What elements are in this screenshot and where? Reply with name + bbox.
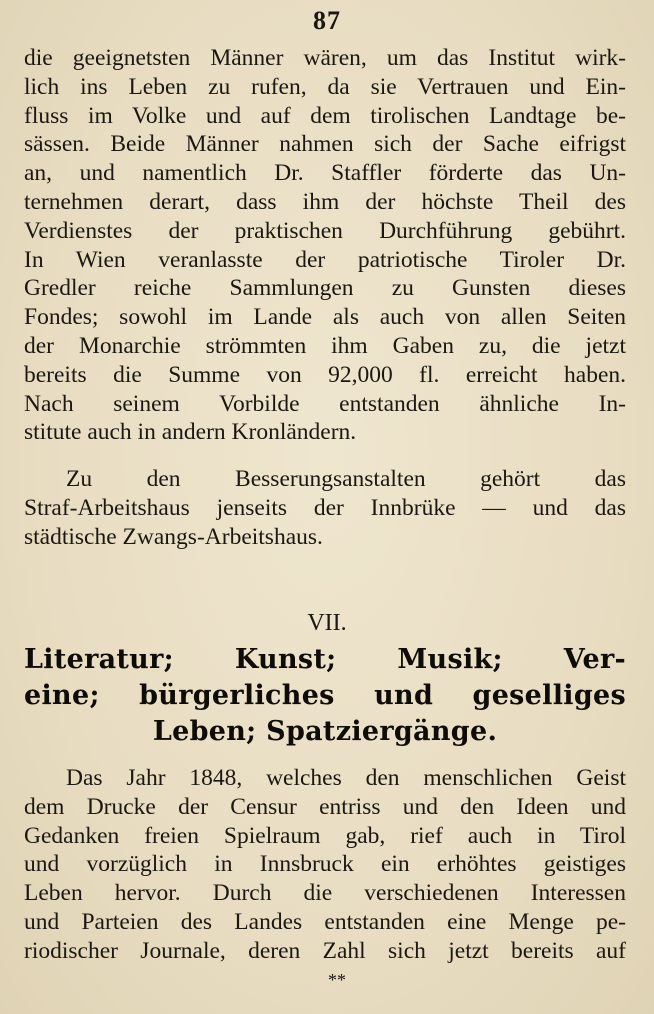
text-line: Zu den Besserungsanstalten gehört das	[66, 466, 626, 492]
text-line: dem Drucke der Censur entriss und den Ideen und	[24, 793, 626, 820]
text-line: Leben hervor. Durch die verschiedenen Interessen	[24, 880, 626, 907]
heading-line: Literatur; Kunst; Musik; Ver-	[24, 644, 626, 675]
page-number: 87	[313, 6, 341, 35]
text-line: In Wien veranlasste der patriotische Tiroler Dr.	[24, 246, 626, 273]
heading-line: eine; bürgerliches und geselliges	[24, 680, 626, 711]
text-line: und Parteien des Landes entstanden eine Menge pe-	[24, 908, 626, 935]
text-line: Gedanken freien Spielraum gab, rief auch in Tirol	[24, 822, 626, 849]
heading-line: Leben; Spatziergänge.	[152, 716, 498, 747]
section-heading	[24, 642, 626, 750]
text-line: und vorzüglich in Innsbruck ein erhöhtes geistiges	[24, 851, 626, 878]
text-line: Straf-Arbeitshaus jenseits der Innbrüke — und das	[24, 494, 626, 521]
paragraph-year-1848	[24, 764, 626, 966]
text-line: an, und namentlich Dr. Staffler förderte das Un-	[24, 160, 626, 187]
text-line: die geeignetsten Männer wären, um das Institut wirk-	[24, 45, 626, 71]
text-line: stitute auch in andern Kronländern.	[24, 419, 357, 446]
text-line: bereits die Summe von 92,000 fl. erreicht haben.	[24, 361, 626, 388]
text-line: der Monarchie strömmten ihm Gaben zu, die jetzt	[24, 332, 626, 359]
text-line: städtische Zwangs-Arbeitshaus.	[24, 523, 323, 550]
text-line: Verdienstes der praktischen Durchführung gebührt.	[24, 217, 626, 244]
text-line: Gredler reiche Sammlungen zu Gunsten dieses	[24, 275, 626, 302]
paragraph-institute-founding	[24, 44, 626, 447]
text-line: Nach seinem Vorbilde entstanden ähnliche In-	[24, 390, 626, 417]
text-line: fluss im Volke und auf dem tirolischen Landtage be-	[24, 102, 626, 129]
text-line: Das Jahr 1848, welches den menschlichen Geist	[66, 765, 626, 791]
text-line: riodischer Journale, deren Zahl sich jetzt bereits auf	[24, 937, 626, 964]
text-line: Fondes; sowohl im Lande als auch von allen Seiten	[24, 304, 626, 331]
text-line: sässen. Beide Männer nahmen sich der Sache eifrigst	[24, 131, 626, 158]
signature-mark: **	[328, 970, 346, 990]
paragraph-correctional-institutions	[24, 465, 626, 551]
text-line: ternehmen derart, dass ihm der höchste Theil des	[24, 188, 626, 215]
text-line: lich ins Leben zu rufen, da sie Vertrauen und Ein-	[24, 73, 626, 100]
section-number: VII.	[307, 610, 347, 636]
